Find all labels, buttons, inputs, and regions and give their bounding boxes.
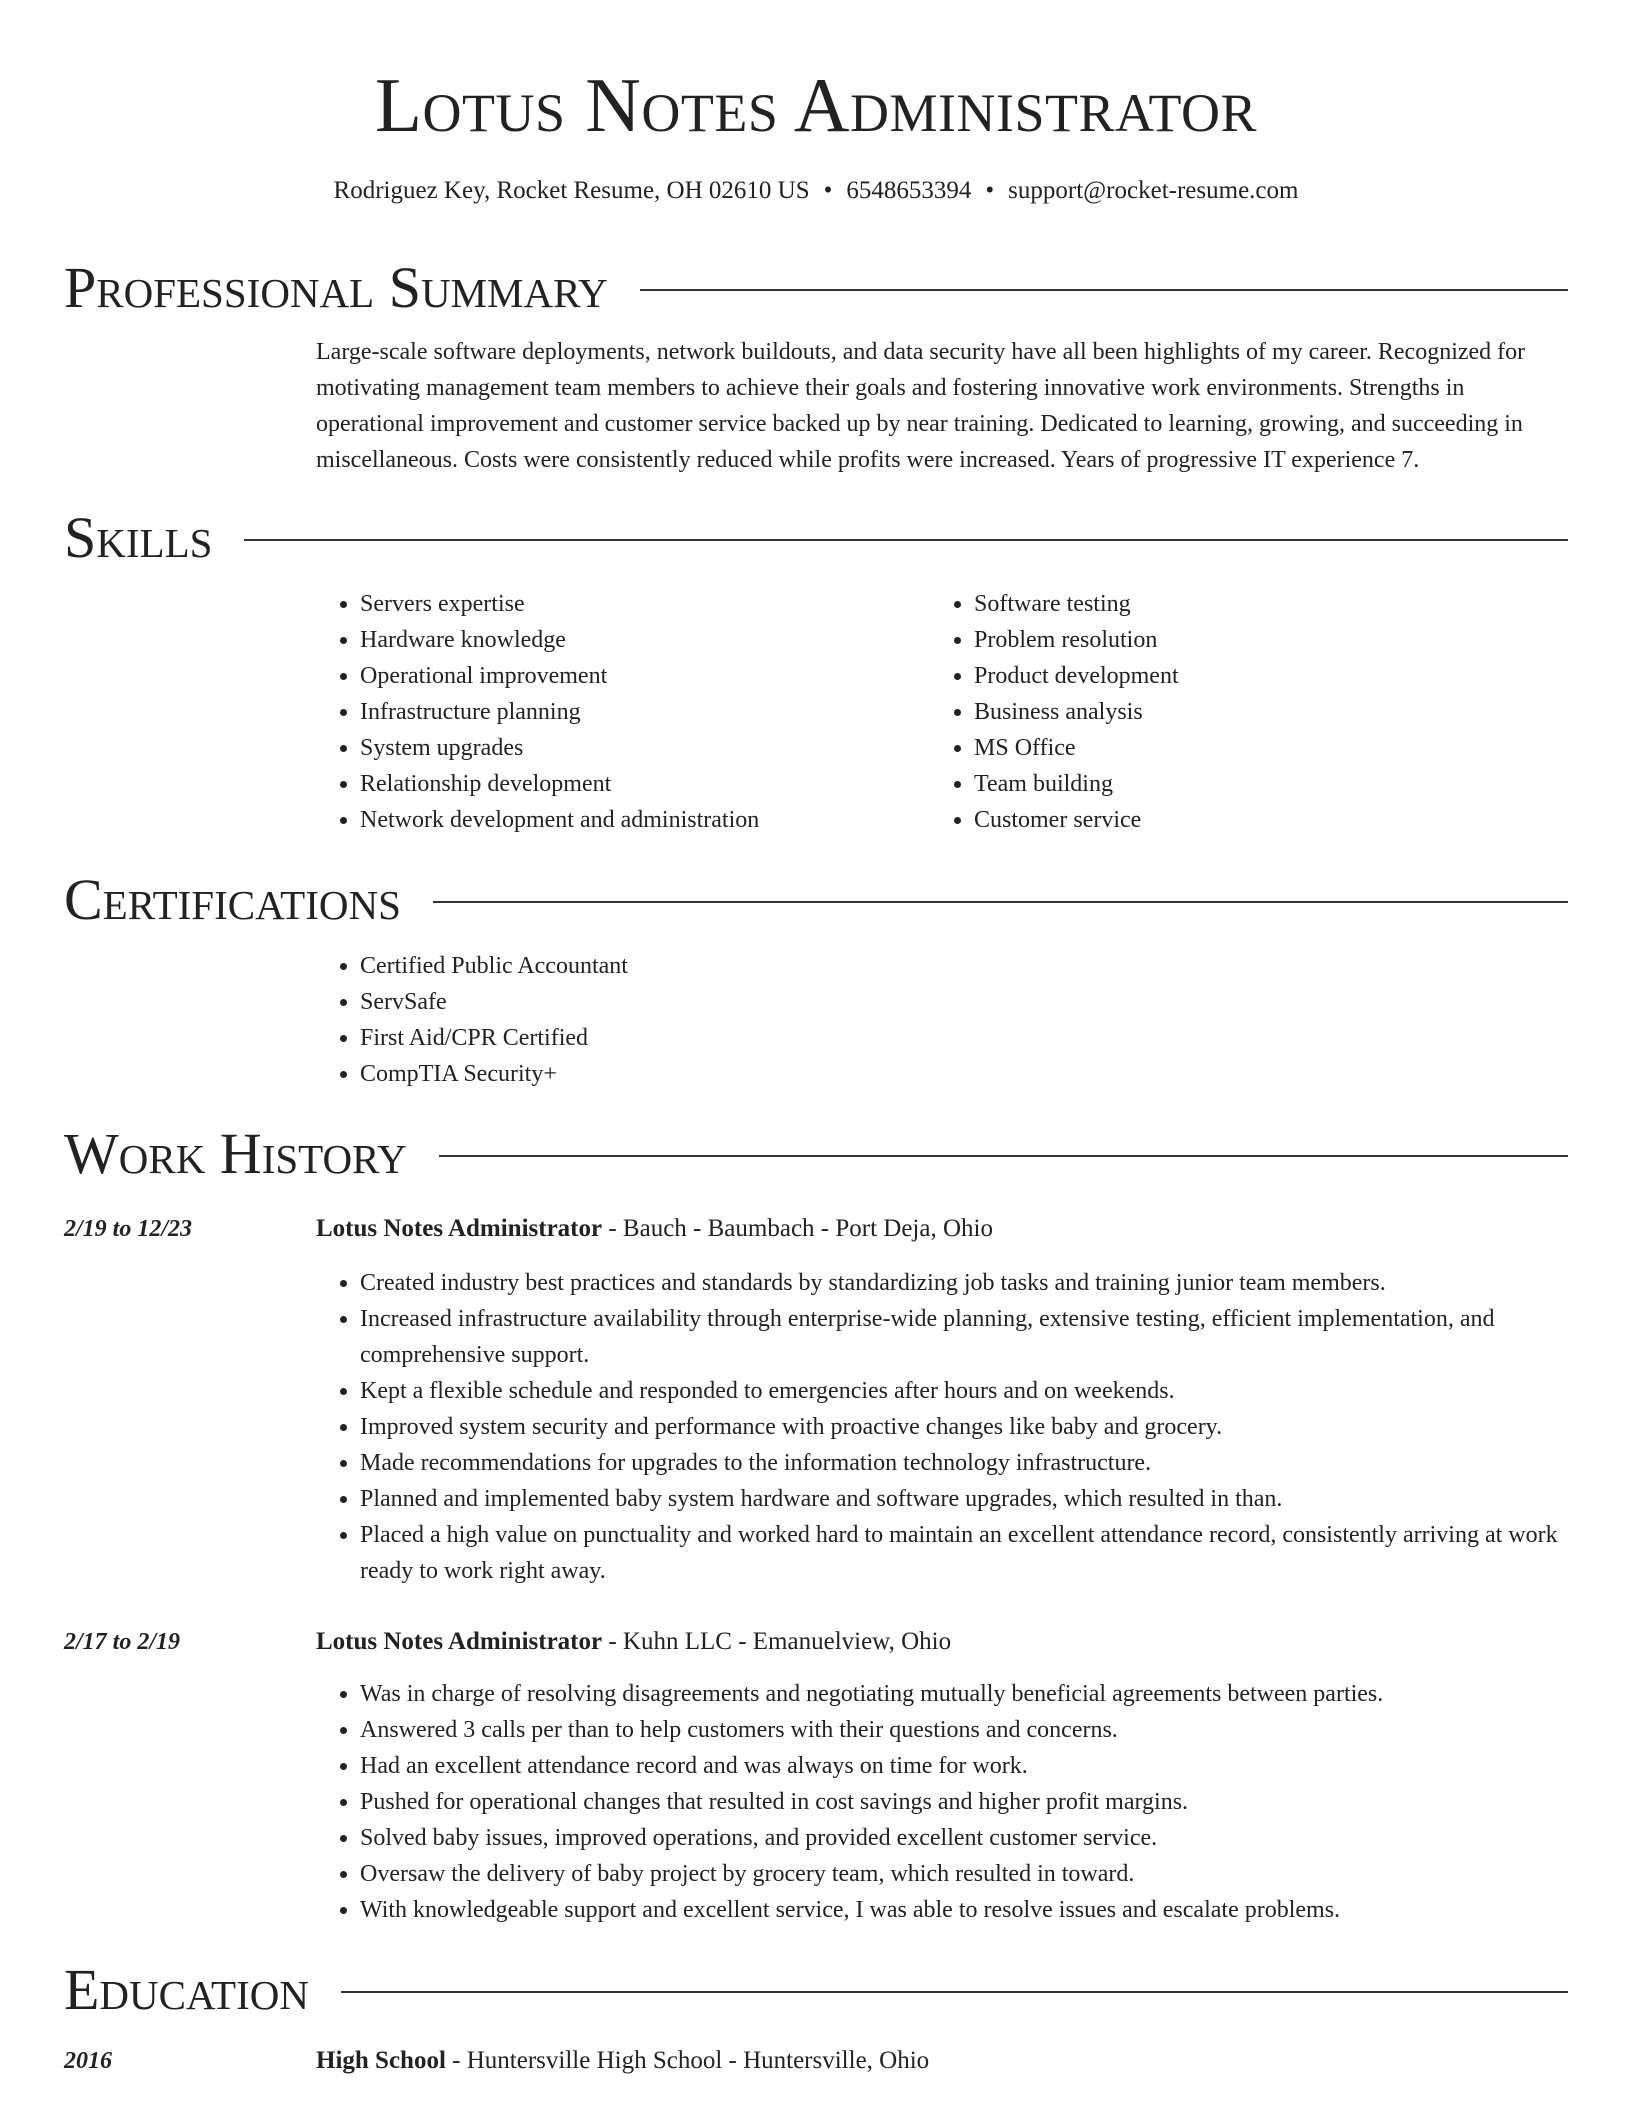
list-item: • Customer service [974,802,1534,838]
list-item: • Software testing [974,586,1534,622]
job-title-line [316,1624,951,1660]
section-title: Skills [64,505,213,570]
candidate-name: Lotus Notes Administrator [374,62,1258,148]
section-title: Professional Summary [64,255,608,320]
section-header-work-history [64,1121,1568,1186]
section-header-skills [64,505,1568,570]
education-school: - Huntersville High School - Huntersville, Ohio [445,2047,930,2074]
section-title: Certifications [64,867,401,932]
job-employer: - Kuhn LLC - Emanuelview, Ohio [602,1628,952,1655]
list-item: • Product development [974,658,1534,694]
address: Rodriguez Key, Rocket Resume, OH 02610 US [333,177,810,204]
section-divider [244,539,1568,541]
list-item: • Business analysis [974,694,1534,730]
list-item: • System upgrades [360,730,920,766]
list-item: • Pushed for operational changes that resulted in cost savings and higher profit margins. [360,1784,1614,1820]
list-item: • MS Office [974,730,1534,766]
list-item: • Relationship development [360,766,920,802]
education-year: 2016 [64,2048,112,2074]
job-dates: 2/17 to 2/19 [64,1629,181,1655]
job-employer: - Bauch - Baumbach - Port Deja, Ohio [602,1215,993,1242]
job-role: Lotus Notes Administrator [316,1628,603,1655]
separator-bullet: • [823,177,833,204]
list-item: • First Aid/CPR Certified [360,1020,1614,1056]
phone: 6548653394 [846,177,972,204]
list-item: • Operational improvement [360,658,920,694]
list-item: • Solved baby issues, improved operations, and provided excellent customer service. [360,1820,1614,1856]
list-item: • Had an excellent attendance record and was always on time for work. [360,1748,1614,1784]
skills-list-left [316,586,920,838]
list-item: • Placed a high value on punctuality and worked hard to maintain an excellent attendance record, consistently arriving at work ready to work right away. [360,1517,1614,1589]
list-item: • Certified Public Accountant [360,948,1614,984]
job-role: Lotus Notes Administrator [316,1215,603,1242]
section-divider [341,1991,1568,1993]
job-dates: 2/19 to 12/23 [64,1216,193,1242]
list-item: • Kept a flexible schedule and responded to emergencies after hours and on weekends. [360,1373,1614,1409]
section-header-summary [64,255,1568,320]
section-header-education [64,1957,1568,2022]
list-item: • Increased infrastructure availability through enterprise-wide planning, extensive testing, efficient implementation, and comprehensive support. [360,1301,1614,1373]
section-divider [433,901,1568,903]
list-item: • Made recommendations for upgrades to the information technology infrastructure. [360,1445,1614,1481]
separator-bullet: • [985,177,995,204]
job-title-line [316,1211,993,1247]
section-divider [640,289,1568,291]
section-title: Work History [64,1121,407,1186]
list-item: • ServSafe [360,984,1614,1020]
list-item: • Network development and administration [360,802,920,838]
section-title: Education [64,1957,309,2022]
job-bullets [316,1265,1614,1589]
list-item: • Team building [974,766,1534,802]
contact-line [0,174,1632,208]
list-item: • Improved system security and performance with proactive changes like baby and grocery. [360,1409,1614,1445]
education-line [316,2043,929,2079]
list-item: • Was in charge of resolving disagreements and negotiating mutually beneficial agreements between parties. [360,1676,1614,1712]
education-degree: High School [316,2047,446,2074]
list-item: • Infrastructure planning [360,694,920,730]
list-item: • Created industry best practices and standards by standardizing job tasks and training junior team members. [360,1265,1614,1301]
certifications-list [316,948,1614,1092]
list-item: • Oversaw the delivery of baby project by grocery team, which resulted in toward. [360,1856,1614,1892]
skills-list-right [930,586,1534,838]
section-divider [439,1155,1568,1157]
list-item: • Answered 3 calls per than to help customers with their questions and concerns. [360,1712,1614,1748]
summary-text: Large-scale software deployments, network buildouts, and data security have all been highlights of my career. Recognized for motivating management team members to achieve their goals and fostering innovative work environments. Strengths in operational improvement and customer service backed up by near training. Dedicated to learning, growing, and succeeding in miscellaneous. Costs were consistently reduced while profits were increased. Years of progressive IT experience 7. [316,339,1526,473]
list-item: • CompTIA Security+ [360,1056,1614,1092]
job-bullets [316,1676,1614,1928]
list-item: • With knowledgeable support and excellent service, I was able to resolve issues and escalate problems. [360,1892,1614,1928]
section-header-certifications [64,867,1568,932]
list-item: • Hardware knowledge [360,622,920,658]
list-item: • Planned and implemented baby system hardware and software upgrades, which resulted in than. [360,1481,1614,1517]
list-item: • Problem resolution [974,622,1534,658]
email: support@rocket-resume.com [1008,177,1299,204]
list-item: • Servers expertise [360,586,920,622]
